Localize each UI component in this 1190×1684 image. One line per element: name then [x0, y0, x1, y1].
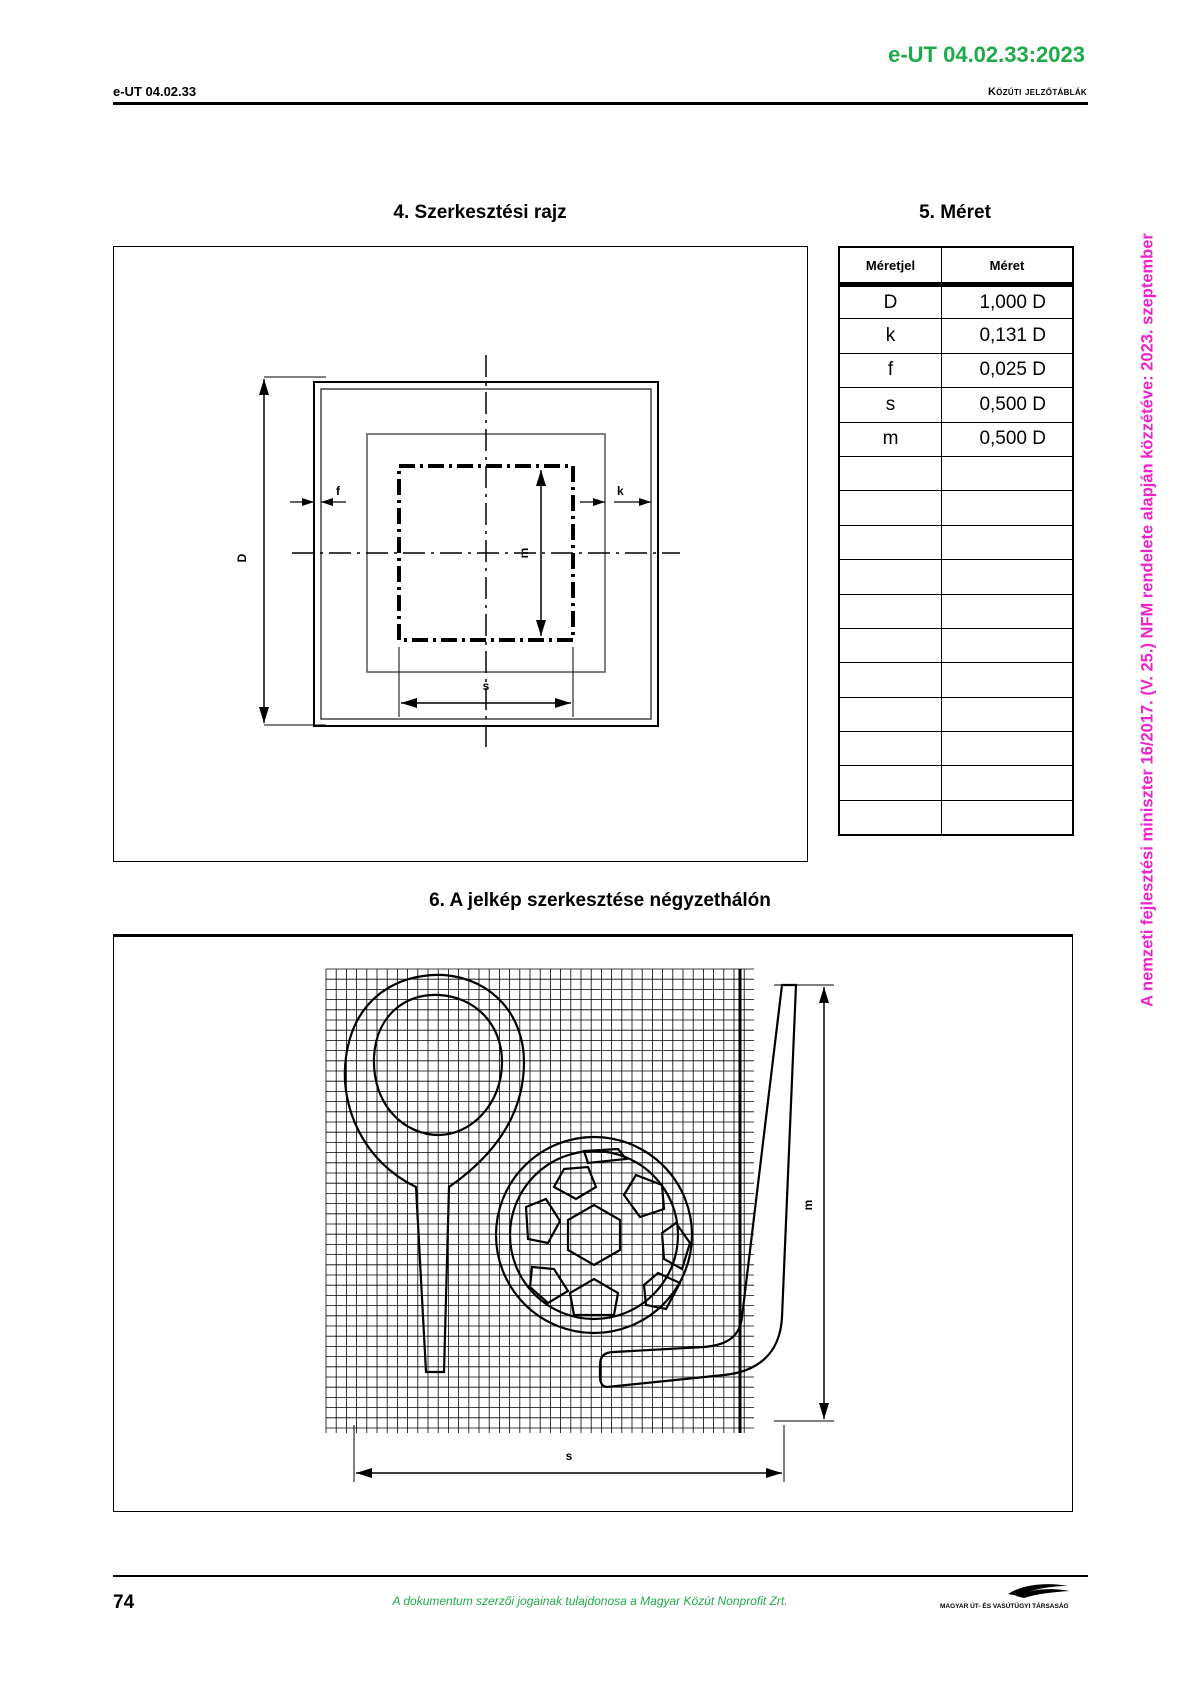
grid-construction-title: 6. A jelkép szerkesztése négyzethálón [429, 890, 771, 911]
publisher-logo [938, 1582, 1088, 1612]
size-value-cell: 0,500 D [942, 422, 1074, 456]
size-symbol-cell [839, 766, 942, 800]
size-value-cell [942, 800, 1074, 834]
header-symbol: Méretjel [839, 247, 942, 285]
size-table-row [839, 697, 1073, 731]
size-symbol-cell: f [839, 353, 942, 387]
size-table-row [839, 663, 1073, 697]
size-value-cell [942, 491, 1074, 525]
size-value-cell: 1,000 D [942, 285, 1074, 319]
grid-label-s: s [565, 1449, 573, 1463]
size-symbol-cell: k [839, 319, 942, 353]
size-table-row [839, 560, 1073, 594]
label-f: f [336, 484, 340, 498]
ball-icon [496, 1137, 692, 1333]
construction-drawing [113, 246, 808, 862]
size-value-cell [942, 766, 1074, 800]
size-value-cell [942, 560, 1074, 594]
publisher-logo-icon [938, 1582, 1088, 1612]
size-value-cell [942, 732, 1074, 766]
label-s: s [482, 679, 490, 693]
size-value-cell: 0,131 D [942, 319, 1074, 353]
size-table-row [839, 491, 1073, 525]
footer-rule [113, 1575, 1088, 1577]
size-symbol-cell [839, 800, 942, 834]
size-value-cell: 0,500 D [942, 388, 1074, 422]
size-table-row [839, 319, 1073, 353]
size-symbol-cell [839, 732, 942, 766]
size-table-row [839, 628, 1073, 662]
size-value-cell [942, 663, 1074, 697]
size-symbol-cell [839, 663, 942, 697]
grid-construction [113, 934, 1073, 1512]
size-table-row [839, 353, 1073, 387]
size-table-row [839, 456, 1073, 490]
header-right-label: Közúti jelzőtáblák [987, 86, 1087, 98]
racket-symbol-icon [345, 975, 524, 1372]
size-value-cell [942, 525, 1074, 559]
copyright-notice: A dokumentum szerzői jogainak tulajdonosa a Magyar Közút Nonprofit Zrt. [392, 1594, 788, 1608]
document-code: e-UT 04.02.33:2023 [888, 42, 1085, 67]
size-symbol-cell [839, 525, 942, 559]
size-value-cell [942, 628, 1074, 662]
size-value-cell [942, 456, 1074, 490]
label-D: D [235, 553, 249, 563]
label-m: m [517, 547, 531, 559]
grid-construction-svg [114, 937, 1074, 1515]
size-symbol-cell [839, 594, 942, 628]
size-table-row [839, 594, 1073, 628]
header-rule [113, 102, 1088, 105]
size-symbol-cell [839, 560, 942, 594]
size-table-row [839, 525, 1073, 559]
size-value-cell [942, 594, 1074, 628]
size-symbol-cell: m [839, 422, 942, 456]
size-table [838, 246, 1074, 836]
construction-drawing-title: 4. Szerkesztési rajz [393, 202, 567, 223]
size-table-row [839, 766, 1073, 800]
size-value-cell: 0,025 D [942, 353, 1074, 387]
size-symbol-cell: s [839, 388, 942, 422]
publisher-name: MAGYAR ÚT- ÉS VASÚTÜGYI TÁRSASÁG [940, 1603, 1069, 1610]
size-symbol-cell [839, 628, 942, 662]
size-table-row [839, 388, 1073, 422]
size-table-row [839, 732, 1073, 766]
size-symbol-cell [839, 456, 942, 490]
header-left-label: e-UT 04.02.33 [113, 84, 197, 99]
size-table-title: 5. Méret [919, 202, 991, 223]
label-k: k [617, 484, 624, 498]
size-table-header-row [839, 247, 1073, 285]
size-table-row [839, 800, 1073, 834]
grid-label-m: m [801, 1199, 815, 1211]
size-table-row [839, 422, 1073, 456]
page-number: 74 [113, 1592, 135, 1613]
size-symbol-cell [839, 697, 942, 731]
construction-drawing-svg [114, 247, 809, 863]
publication-side-note: A nemzeti fejlesztési miniszter 16/2017. (V. 25.) NFM rendelete alapján közzétéve: 2023. szeptember [1138, 233, 1157, 1007]
size-symbol-cell: D [839, 285, 942, 319]
header-size: Méret [942, 247, 1074, 285]
size-table-row [839, 285, 1073, 319]
size-symbol-cell [839, 491, 942, 525]
size-value-cell [942, 697, 1074, 731]
